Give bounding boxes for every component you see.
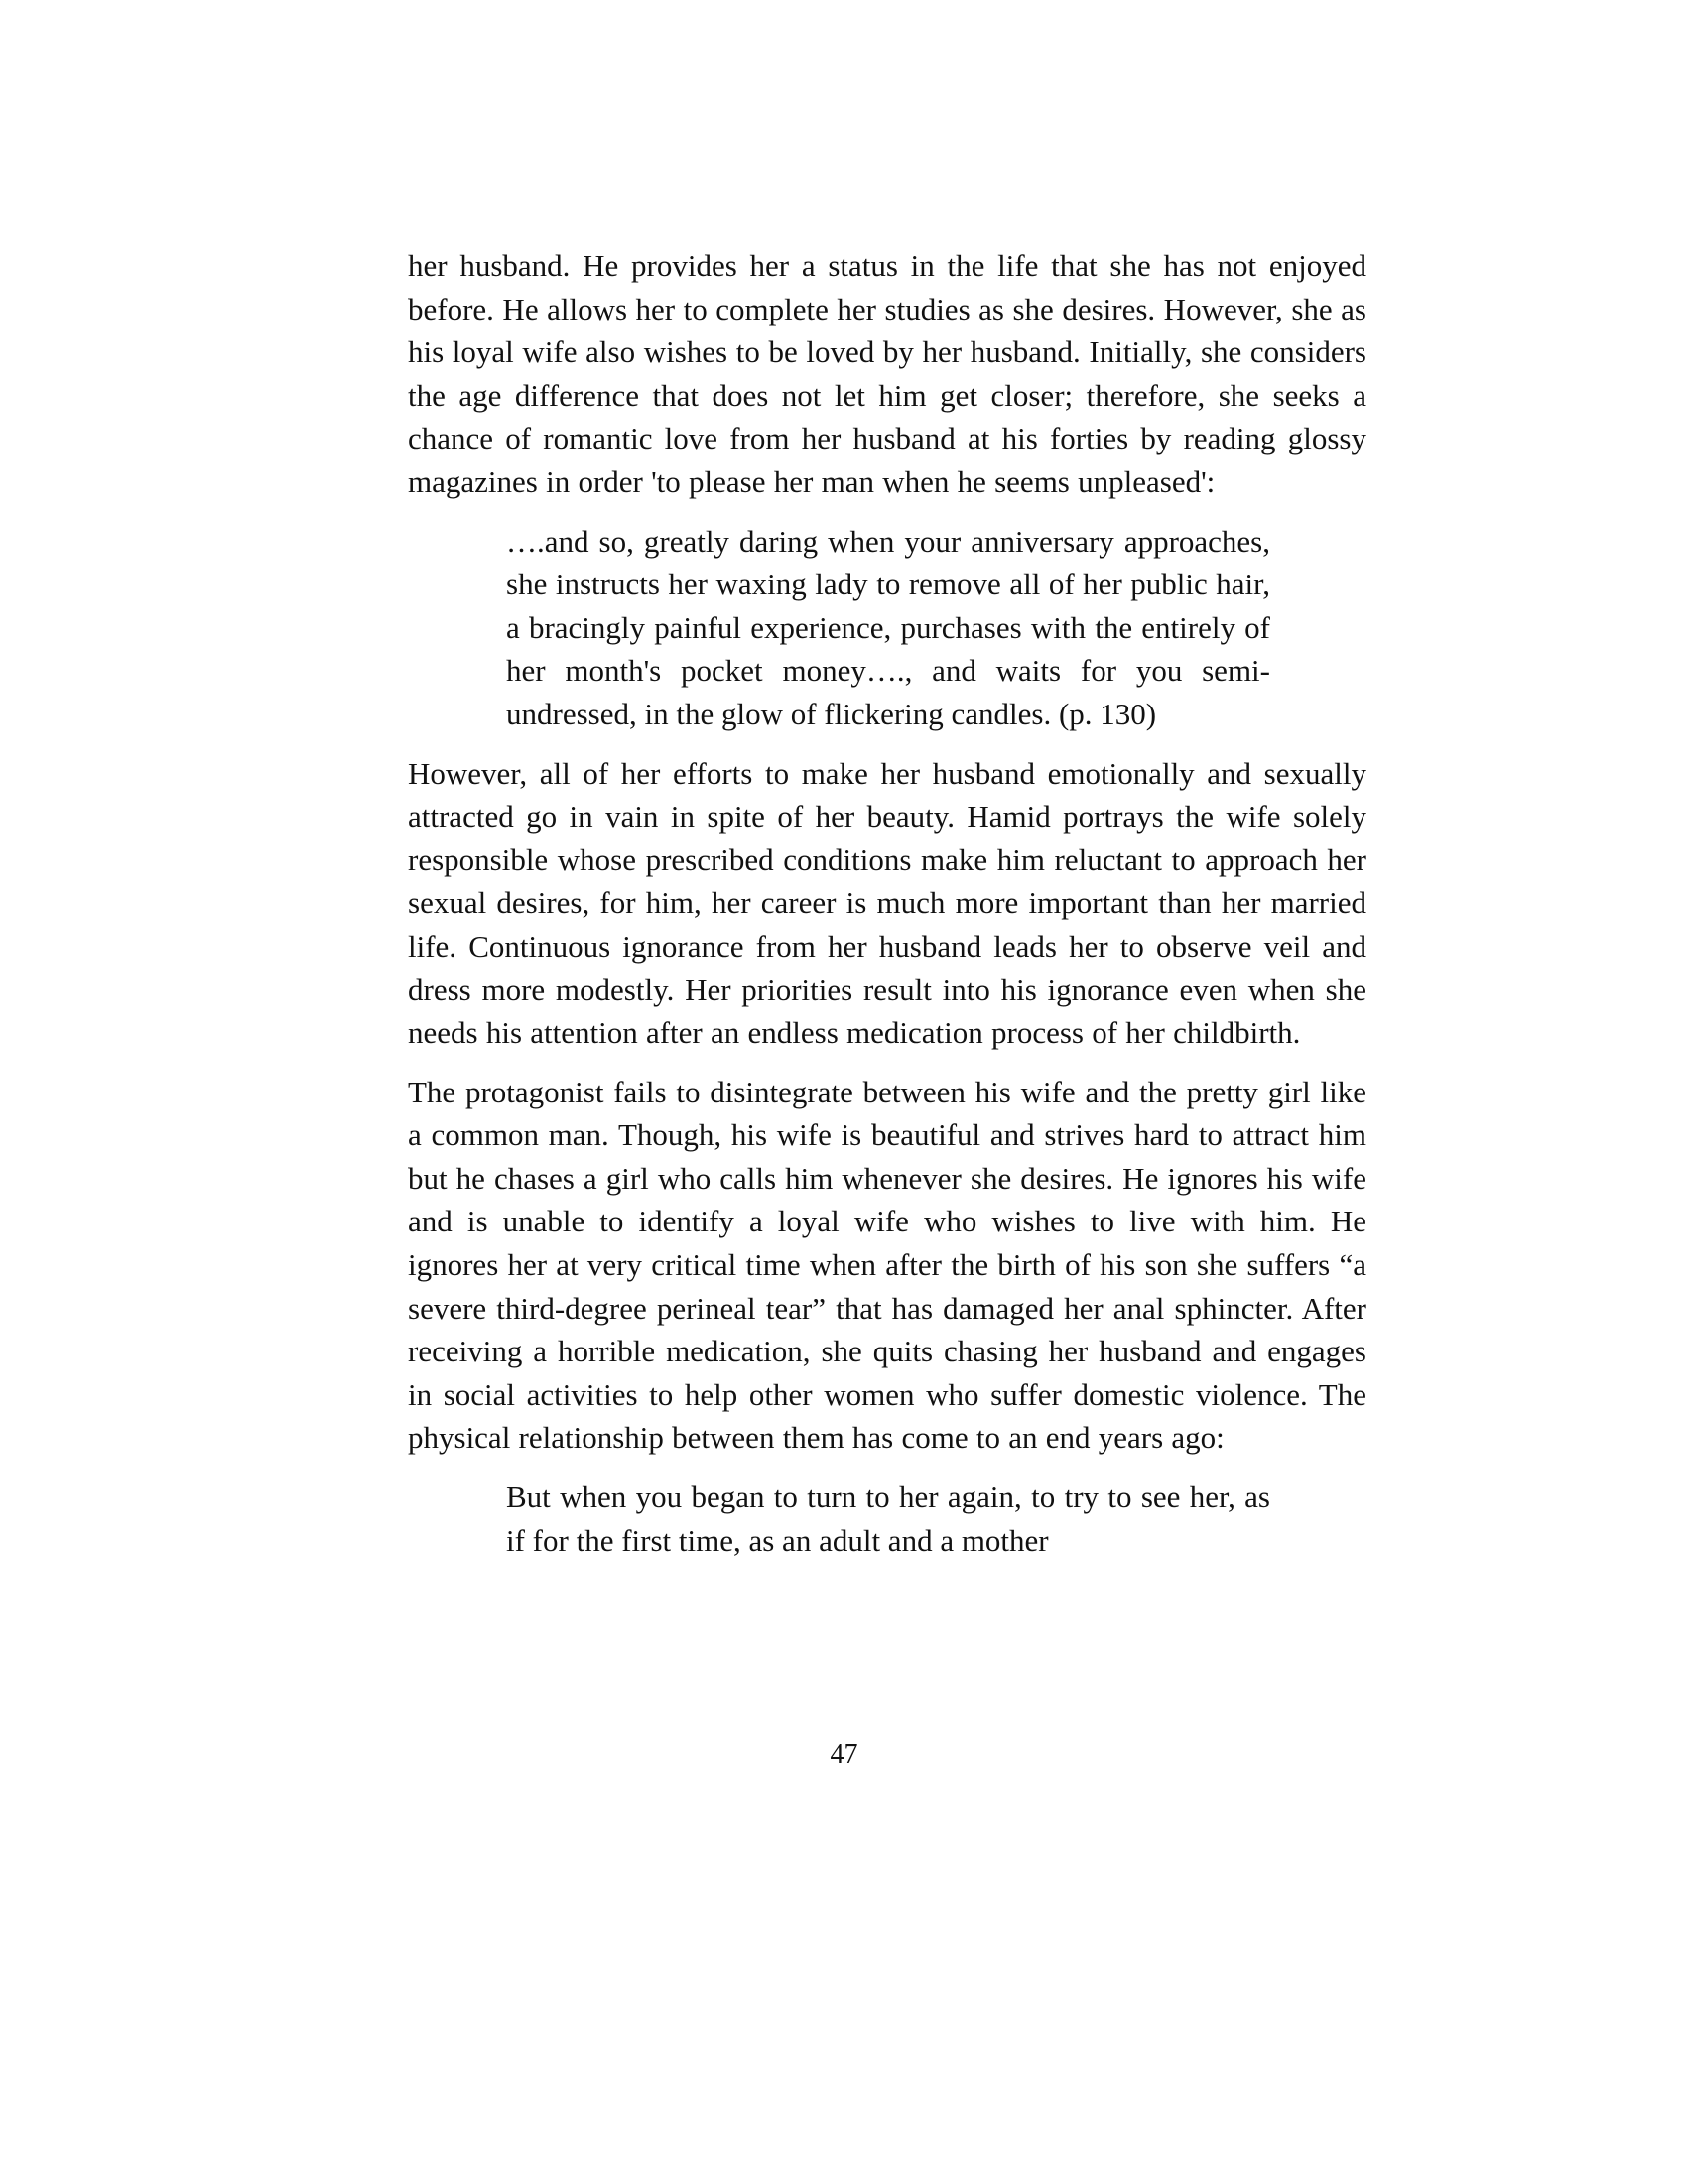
paragraph-1: her husband. He provides her a status in the life that she has not enjoyed before. He allows her to complete her studies as she desires. However, she as his loyal wife also wishes to be loved by her husband. Initially, she considers the age difference that does not let him get closer; therefore, she seeks a chance of romantic love from her husband at his forties by reading glossy magazines in order 'to please her man when he seems unpleased':: [408, 248, 1366, 499]
paragraph-3: The protagonist fails to disintegrate between his wife and the pretty girl like a common man. Though, his wife is beautiful and strives hard to attract him but he chases a girl who calls him whenever she desires. He ignores his wife and is unable to identify a loyal wife who wishes to live with him. He ignores her at very critical time when after the birth of his son she suffers “a severe third-degree perineal tear” that has damaged her anal sphincter. After receiving a horrible medication, she quits chasing her husband and engages in social activities to help other women who suffer domestic violence. The physical relationship between them has come to an end years ago:: [408, 1074, 1366, 1456]
block-quote-1: ….and so, greatly daring when your anniversary approaches, she instructs her waxing lady to remove all of her public hair, a bracingly painful experience, purchases with the entirely of her month's pocket money…., and waits for you semi-undressed, in the glow of flickering candles. (p. 130): [506, 523, 1270, 731]
block-quote-2: But when you began to turn to her again, to try to see her, as if for the first time, as an adult and a mother: [506, 1479, 1270, 1558]
body-text: [408, 244, 1366, 1562]
paragraph-2: However, all of her efforts to make her husband emotionally and sexually attracted go in vain in spite of her beauty. Hamid portrays the wife solely responsible whose prescribed conditions make him reluctant to approach her sexual desires, for him, her career is much more important than her married life. Continuous ignorance from her husband leads her to observe veil and dress more modestly. Her priorities result into his ignorance even when she needs his attention after an endless medication process of her childbirth.: [408, 755, 1366, 1051]
page-number: 47: [830, 1739, 858, 1770]
